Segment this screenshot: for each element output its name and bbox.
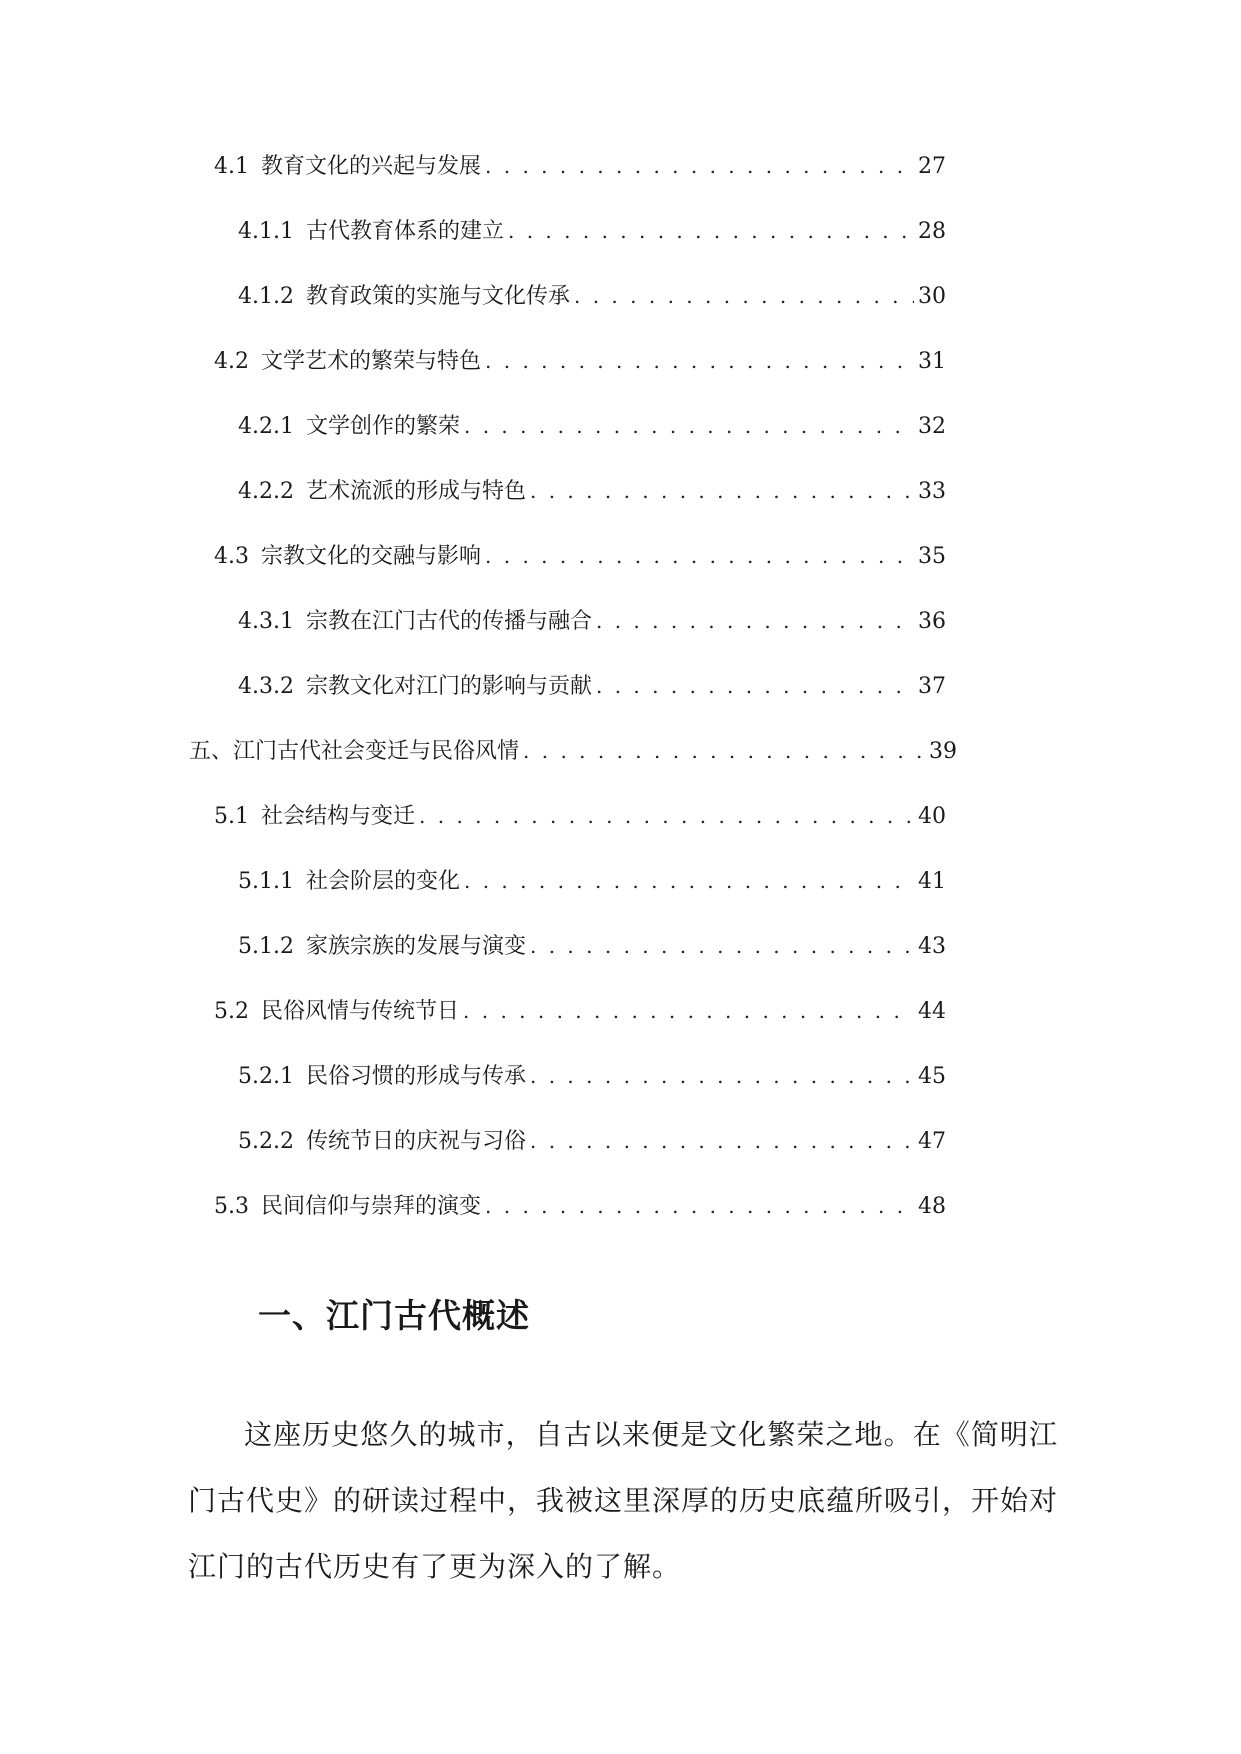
toc-entry-number: 5.3 bbox=[214, 1194, 249, 1219]
toc-entry-page: 31 bbox=[918, 349, 946, 374]
toc-entry-page: 44 bbox=[918, 999, 946, 1024]
toc-entry[interactable] bbox=[214, 146, 946, 186]
toc-entry-title: 宗教文化的交融与影响 bbox=[261, 544, 482, 569]
toc-leader-dots bbox=[419, 796, 914, 836]
toc-entry-number: 4.3 bbox=[214, 544, 249, 569]
toc-leader-dots bbox=[464, 861, 914, 901]
toc-entry[interactable] bbox=[214, 536, 946, 576]
toc-entry[interactable] bbox=[214, 991, 946, 1031]
toc-entry-number: 4.1.1 bbox=[238, 219, 294, 244]
toc-entry[interactable] bbox=[238, 471, 946, 511]
body-paragraph: 这座历史悠久的城市，自古以来便是文化繁荣之地。在《简明江门古代史》的研读过程中，我被这里深厚的历史底蕴所吸引，开始对江门的古代历史有了更为深入的了解。 bbox=[188, 1418, 1059, 1583]
toc-entry-number: 4.2 bbox=[214, 349, 249, 374]
toc-leader-dots bbox=[523, 731, 925, 771]
toc-entry-title: 艺术流派的形成与特色 bbox=[305, 479, 526, 504]
toc-leader-dots bbox=[464, 406, 914, 446]
toc-entry-title: 社会结构与变迁 bbox=[261, 804, 416, 829]
toc-entry-number: 5.1.2 bbox=[238, 934, 294, 959]
toc-entry-title: 宗教文化对江门的影响与贡献 bbox=[305, 674, 592, 699]
toc-entry-number: 4.1 bbox=[214, 154, 249, 179]
toc-leader-dots bbox=[485, 1186, 914, 1226]
toc-entry-page: 33 bbox=[918, 479, 946, 504]
toc-entry[interactable] bbox=[214, 1186, 946, 1226]
toc-entry-title: 宗教在江门古代的传播与融合 bbox=[305, 609, 592, 634]
toc-entry-page: 47 bbox=[918, 1129, 946, 1154]
toc-entry[interactable] bbox=[238, 406, 946, 446]
toc-entry[interactable] bbox=[238, 276, 946, 316]
toc-entry[interactable] bbox=[214, 341, 946, 381]
toc-entry-title: 民俗风情与传统节日 bbox=[261, 999, 460, 1024]
toc-entry[interactable] bbox=[238, 211, 946, 251]
toc-entry-number: 5.2.2 bbox=[238, 1129, 294, 1154]
toc-leader-dots bbox=[463, 991, 914, 1031]
section-heading: 一、江门古代概述 bbox=[258, 1296, 530, 1335]
toc-entry-title: 教育文化的兴起与发展 bbox=[261, 154, 482, 179]
toc-entry-title: 民俗习惯的形成与传承 bbox=[305, 1064, 526, 1089]
toc-entry-number: 4.1.2 bbox=[238, 284, 294, 309]
toc-entry-title: 教育政策的实施与文化传承 bbox=[305, 284, 570, 309]
toc-entry[interactable] bbox=[238, 1121, 946, 1161]
toc-entry-number: 4.3.1 bbox=[238, 609, 294, 634]
toc-entry-page: 37 bbox=[918, 674, 946, 699]
toc-entry[interactable] bbox=[238, 1056, 946, 1096]
toc-entry[interactable] bbox=[214, 796, 946, 836]
toc-leader-dots bbox=[485, 536, 914, 576]
toc-entry-number: 4.3.2 bbox=[238, 674, 294, 699]
toc-leader-dots bbox=[485, 341, 914, 381]
toc-entry-page: 36 bbox=[918, 609, 946, 634]
toc-leader-dots bbox=[574, 276, 914, 316]
toc-entry[interactable] bbox=[238, 861, 946, 901]
toc-entry-title: 文学创作的繁荣 bbox=[305, 414, 460, 439]
toc-entry-title: 社会阶层的变化 bbox=[305, 869, 460, 894]
toc-leader-dots bbox=[485, 146, 914, 186]
toc-entry-page: 48 bbox=[918, 1194, 946, 1219]
toc-entry-page: 27 bbox=[918, 154, 946, 179]
toc-entry-page: 40 bbox=[918, 804, 946, 829]
toc-entry-number: 4.2.2 bbox=[238, 479, 294, 504]
toc-leader-dots bbox=[508, 211, 914, 251]
toc-entry-page: 30 bbox=[918, 284, 946, 309]
toc-entry-page: 41 bbox=[918, 869, 946, 894]
toc-entry-page: 35 bbox=[918, 544, 946, 569]
toc-entry-title: 民间信仰与崇拜的演变 bbox=[261, 1194, 482, 1219]
toc-entry-number: 4.2.1 bbox=[238, 414, 294, 439]
toc-entry-page: 43 bbox=[918, 934, 946, 959]
toc-entry-page: 32 bbox=[918, 414, 946, 439]
toc-leader-dots bbox=[530, 1121, 914, 1161]
toc-leader-dots bbox=[530, 926, 914, 966]
toc-entry-number: 5.2 bbox=[214, 999, 249, 1024]
toc-leader-dots bbox=[596, 601, 914, 641]
toc-leader-dots bbox=[530, 1056, 914, 1096]
toc-entry-page: 39 bbox=[929, 739, 957, 764]
toc-entry-title: 传统节日的庆祝与习俗 bbox=[305, 1129, 526, 1154]
toc-entry-number: 5.1.1 bbox=[238, 869, 294, 894]
toc-entry[interactable] bbox=[238, 926, 946, 966]
toc-entry-title: 文学艺术的繁荣与特色 bbox=[261, 349, 482, 374]
toc-entry[interactable] bbox=[238, 666, 946, 706]
toc-entry[interactable] bbox=[238, 601, 946, 641]
toc-entry-page: 45 bbox=[918, 1064, 946, 1089]
toc-leader-dots bbox=[596, 666, 914, 706]
toc-entry-title: 家族宗族的发展与演变 bbox=[305, 934, 526, 959]
toc-entry-number: 5.2.1 bbox=[238, 1064, 294, 1089]
toc-entry-page: 28 bbox=[918, 219, 946, 244]
toc-entry-number: 5.1 bbox=[214, 804, 249, 829]
toc-leader-dots bbox=[530, 471, 914, 511]
toc-entry-title: 古代教育体系的建立 bbox=[305, 219, 504, 244]
toc-entry[interactable] bbox=[189, 731, 957, 771]
toc-entry-title: 五、江门古代社会变迁与民俗风情 bbox=[189, 739, 520, 764]
